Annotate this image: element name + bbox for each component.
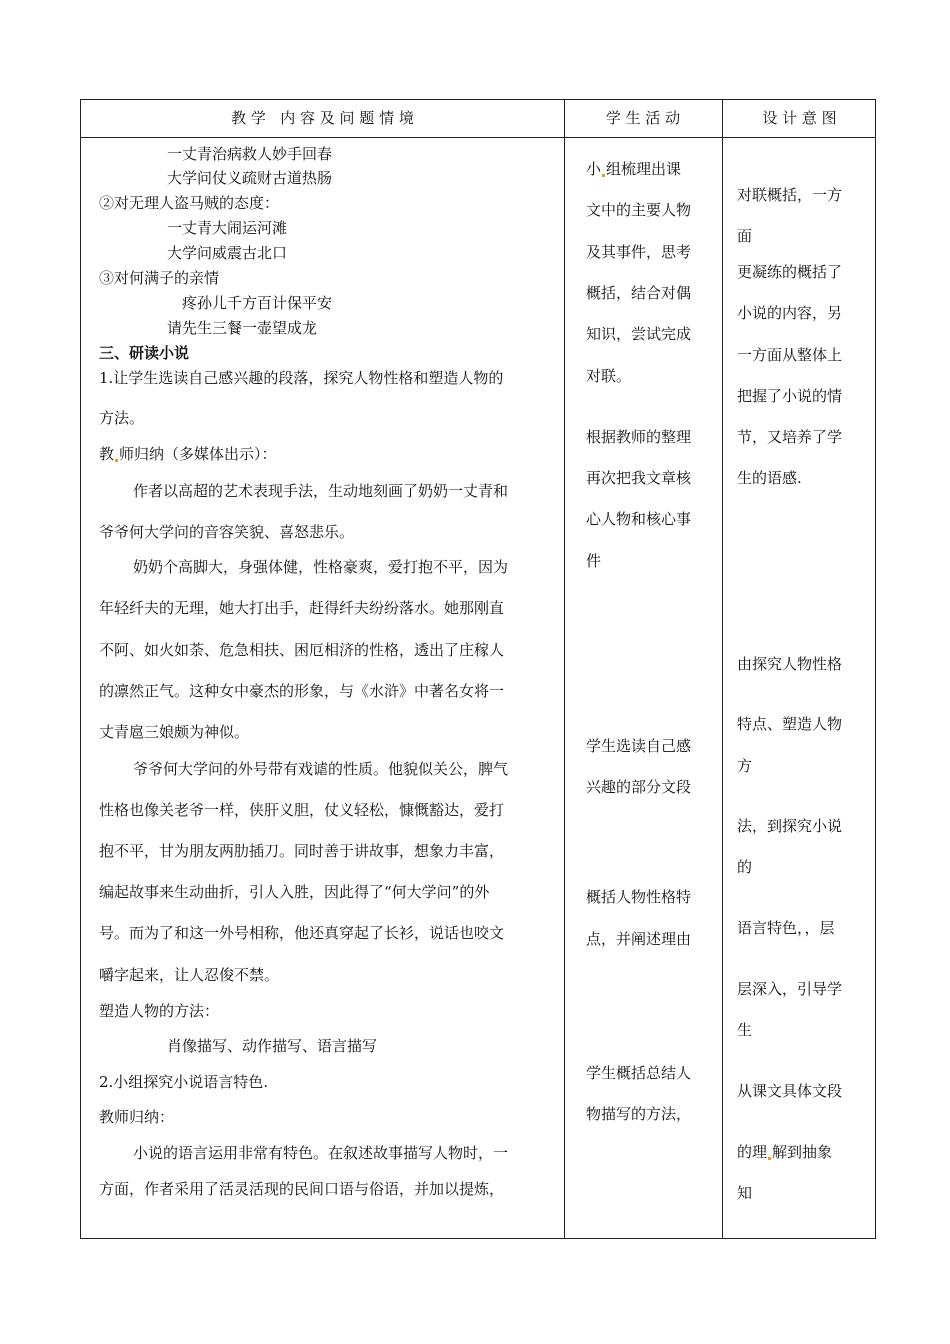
text-fragment: 解到抽象 [772, 1143, 833, 1161]
text-line: 抱不平，甘为朋友两肋插刀。同时善于讲故事，想象力丰富， [99, 842, 505, 860]
text-line: 从课文具体文段 [737, 1082, 843, 1100]
text-line: 的 [737, 858, 753, 876]
text-line: 心人物和核心事 [586, 510, 692, 528]
text-line: 大学问威震古北口 [167, 244, 288, 262]
text-fragment: 小 [586, 160, 602, 178]
text-line: 爷爷何大学问的音容笑貌、喜怒悲乐。 [99, 523, 355, 541]
text-line: 概括人物性格特 [586, 888, 692, 906]
text-line: 小说的内容，另 [737, 304, 843, 322]
text-line: 作者以高超的艺术表现手法，生动地刻画了奶奶一丈青和 [133, 482, 509, 500]
column-divider [722, 100, 723, 1238]
text-line [586, 158, 681, 179]
text-line: 特点、塑造人物 [737, 715, 843, 733]
text-line: 学生选读自己感 [586, 737, 692, 755]
text-line: 性格也像关老爷一样，侠肝义胆，仗义轻松，慷慨豁达，爱打 [99, 801, 505, 819]
text-line: 生 [737, 1021, 753, 1039]
text-line: 更凝练的概括了 [737, 263, 843, 281]
text-line: 把握了小说的情 [737, 387, 843, 405]
text-line: 肖像描写、动作描写、语言描写 [167, 1037, 378, 1055]
text-line: 年轻纤夫的无理，她大打出手，赶得纤夫纷纷落水。她那刚直 [99, 599, 505, 617]
text-line: 编起故事来生动曲折，引人入胜，因此得了“何大学问”的外 [99, 883, 490, 901]
section-heading: 三、研读小说 [99, 344, 190, 362]
text-line: 点，并阐述理由 [586, 930, 692, 948]
text-line: 概括，结合对偶 [586, 284, 692, 302]
text-fragment: 教 [99, 445, 115, 463]
text-line: 一丈青大闹运河滩 [167, 219, 288, 237]
text-line: ②对无理人盗马贼的态度： [99, 194, 280, 212]
text-line: 方面，作者采用了活灵活现的民间口语与俗语，并加以提炼， [99, 1180, 505, 1198]
text-line: 不阿、如火如荼、危急相扶、困厄相济的性格，透出了庄稼人 [99, 641, 505, 659]
text-line: 2.小组探究小说语言特色. [99, 1073, 269, 1091]
text-line: 兴趣的部分文段 [586, 778, 692, 796]
text-fragment: 组梳理出课 [606, 160, 682, 178]
text-line: 再次把我文章核 [586, 469, 692, 487]
highlight-mark [602, 174, 605, 177]
column-divider [564, 100, 565, 1238]
text-line: 一方面从整体上 [737, 346, 843, 364]
text-line: 疼孙儿千方百计保平安 [182, 294, 333, 312]
header-divider [81, 137, 875, 138]
text-fragment: 的理 [737, 1143, 768, 1161]
text-line: 层深入，引导学 [737, 980, 843, 998]
text-line: 节，又培养了学 [737, 428, 843, 446]
highlight-mark [768, 1157, 771, 1160]
text-line: 面 [737, 227, 753, 245]
text-line: 教师归纳： [99, 1108, 175, 1126]
text-line [99, 443, 277, 464]
header-student-activity: 学 生 活 动 [605, 109, 681, 127]
highlight-mark [115, 459, 118, 462]
text-line: 根据教师的整理 [586, 428, 692, 446]
text-line: 件 [586, 552, 602, 570]
text-line: 号。而为了和这一外号相称，他还真穿起了长衫，说话也咬文 [99, 924, 505, 942]
text-line: 小说的语言运用非常有特色。在叙述故事描写人物时，一 [133, 1144, 509, 1162]
text-line: 由探究人物性格 [737, 655, 843, 673]
text-line: 丈青扈三娘颇为神似。 [99, 723, 250, 741]
text-line: 物描写的方法， [586, 1105, 692, 1123]
text-line: 对联。 [586, 367, 632, 385]
text-line [737, 1141, 832, 1162]
text-line: 对联概括，一方 [737, 186, 843, 204]
text-line: 方 [737, 757, 753, 775]
text-line: 请先生三餐一壶望成龙 [167, 319, 318, 337]
text-line: 一丈青治病救人妙手回春 [167, 145, 333, 163]
text-line: ③对何满子的亲情 [99, 269, 220, 287]
lesson-plan-table [80, 99, 876, 1239]
text-fragment: 师归纳（多媒体出示）： [119, 445, 277, 463]
text-line: 知识，尝试完成 [586, 325, 692, 343]
text-line: 法，到探究小说 [737, 817, 843, 835]
text-line: 语言特色，，层 [737, 919, 835, 937]
text-line: 方法。 [99, 409, 145, 427]
text-line: 塑造人物的方法： [99, 1002, 220, 1020]
text-line: 大学问仗义疏财古道热肠 [167, 169, 333, 187]
text-line: 嚼字起来，让人忍俊不禁。 [99, 966, 280, 984]
header-design-intent: 设 计 意 图 [762, 109, 837, 127]
header-teaching-content: 教 学 内 容 及 问 题 情 境 [231, 109, 414, 127]
text-line: 学生概括总结人 [586, 1064, 692, 1082]
text-line: 的凛然正气。这种女中豪杰的形象，与《水浒》中著名女将一 [99, 682, 505, 700]
text-line: 奶奶个高脚大，身强体健，性格豪爽，爱打抱不平，因为 [133, 558, 509, 576]
text-line: 及其事件，思考 [586, 243, 692, 261]
text-line: 知 [737, 1184, 753, 1202]
text-line: 文中的主要人物 [586, 201, 692, 219]
text-line: 生的语感. [737, 469, 802, 487]
text-line: 1.让学生选读自己感兴趣的段落，探究人物性格和塑造人物的 [99, 369, 504, 387]
text-line: 爷爷何大学问的外号带有戏谑的性质。他貌似关公，脾气 [133, 760, 509, 778]
